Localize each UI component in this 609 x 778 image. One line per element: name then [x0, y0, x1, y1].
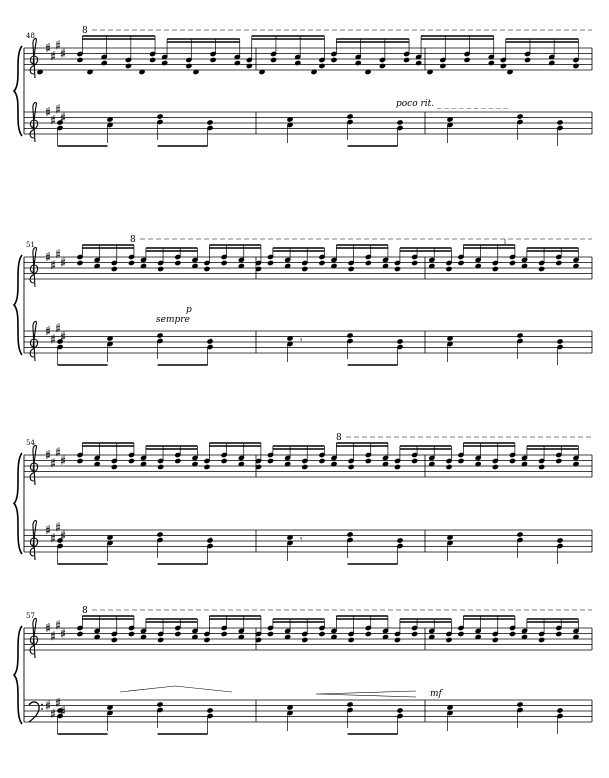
treble-clef-icon: [30, 321, 38, 361]
chord: [397, 339, 403, 365]
treble-staff: [24, 245, 592, 287]
sharp-sign-icon: [46, 450, 50, 459]
notehead: [365, 458, 371, 463]
bass-clef-icon: [29, 702, 43, 722]
notehead: [509, 458, 515, 463]
sharp-sign-icon: [46, 701, 50, 710]
chord: [397, 120, 403, 146]
notehead: [57, 339, 63, 344]
chord: [107, 535, 113, 561]
notehead: [412, 458, 418, 463]
notehead: [157, 114, 163, 119]
notehead: [492, 637, 498, 642]
notehead: [488, 60, 494, 65]
chord: [207, 708, 213, 734]
notehead: [101, 60, 107, 65]
notehead: [319, 63, 325, 68]
sharp-sign-icon: [46, 107, 50, 116]
notehead: [557, 339, 563, 344]
ottava-mark: 8: [82, 606, 88, 616]
bass-staff: [24, 520, 592, 564]
notehead: [440, 63, 446, 68]
notehead: [246, 63, 252, 68]
notehead: [331, 57, 337, 62]
notehead: [204, 637, 210, 642]
chord: [447, 336, 453, 362]
notehead: [158, 464, 164, 469]
chord: [397, 708, 403, 734]
chord: [157, 532, 163, 558]
measure-number: 48: [26, 32, 35, 40]
notehead: [150, 57, 156, 62]
notehead: [77, 631, 83, 636]
notehead: [319, 458, 325, 463]
sharp-sign-icon: [46, 252, 50, 261]
eighth-rest-icon: 𝄾: [300, 535, 303, 545]
notehead: [517, 532, 523, 537]
chord: [287, 117, 293, 143]
chord: [347, 114, 353, 140]
notehead: [77, 458, 83, 463]
notehead: [446, 637, 452, 642]
sharp-sign-icon: [46, 326, 50, 335]
treble-clef-icon: [30, 445, 38, 485]
chord: [557, 339, 563, 365]
notehead: [557, 708, 563, 713]
ottava-mark: 8: [336, 433, 342, 443]
notehead: [111, 464, 117, 469]
notehead: [549, 60, 555, 65]
notehead: [175, 260, 181, 265]
notehead: [204, 266, 210, 271]
notehead: [207, 120, 213, 125]
notehead: [412, 631, 418, 636]
notehead: [492, 464, 498, 469]
chord: [107, 705, 113, 731]
notehead: [365, 631, 371, 636]
chord: [557, 538, 563, 564]
notehead: [458, 458, 464, 463]
notehead: [509, 260, 515, 265]
chord: [107, 117, 113, 143]
treble-clef-icon: [30, 520, 38, 560]
notehead: [77, 57, 83, 62]
chord: [107, 336, 113, 362]
treble-clef-stroke: [30, 102, 38, 142]
notehead: [157, 702, 163, 707]
notehead: [394, 266, 400, 271]
chord: [157, 702, 163, 728]
notehead: [404, 57, 410, 62]
notehead: [57, 120, 63, 125]
chord: [517, 532, 523, 558]
notehead: [397, 120, 403, 125]
notehead: [464, 57, 470, 62]
sharp-sign-icon: [46, 43, 50, 52]
measure-number: 51: [26, 241, 35, 249]
sharp-sign-icon: [61, 629, 65, 638]
treble-clef-icon: [30, 618, 38, 658]
treble-clef-icon: [30, 247, 38, 287]
notehead: [157, 532, 163, 537]
key-signature-sharps: [46, 40, 65, 60]
notehead: [302, 637, 308, 642]
chord: [157, 333, 163, 359]
ottava-mark: 8: [130, 235, 136, 245]
notehead: [221, 631, 227, 636]
notehead: [539, 266, 545, 271]
chord: [447, 117, 453, 143]
eighth-rest-icon: 𝄾: [210, 336, 213, 346]
system-4: [14, 606, 592, 734]
sharp-sign-icon: [61, 258, 65, 267]
notehead: [204, 464, 210, 469]
treble-clef-stroke: [30, 520, 38, 560]
notehead: [348, 464, 354, 469]
notehead: [295, 60, 301, 65]
treble-staff: [24, 36, 592, 78]
system-3: [14, 433, 592, 564]
eighth-rest-icon: 𝄾: [210, 535, 213, 545]
chord: [447, 705, 453, 731]
sharp-sign-icon: [61, 456, 65, 465]
notehead: [517, 702, 523, 707]
notehead: [573, 63, 579, 68]
chord: [157, 114, 163, 140]
notehead: [128, 631, 134, 636]
notehead: [128, 260, 134, 265]
notehead: [509, 631, 515, 636]
chord: [397, 538, 403, 564]
notehead: [319, 260, 325, 265]
notehead: [157, 333, 163, 338]
dynamic-direction: mf: [430, 689, 442, 699]
treble-clef-stroke: [30, 445, 38, 485]
notehead: [557, 120, 563, 125]
notehead: [500, 63, 506, 68]
grand-staff-brace: [14, 453, 22, 554]
notehead: [492, 266, 498, 271]
notehead: [270, 57, 276, 62]
notehead: [267, 260, 273, 265]
bass-clef-dot: [41, 708, 43, 710]
notehead: [111, 637, 117, 642]
notehead: [458, 260, 464, 265]
notehead: [517, 114, 523, 119]
notehead: [556, 631, 562, 636]
chord: [57, 120, 63, 146]
notehead: [111, 266, 117, 271]
chord: [57, 708, 63, 734]
dynamic-direction: p: [186, 305, 192, 315]
bass-clef-curve: [29, 702, 39, 722]
chord: [287, 336, 293, 362]
chord: [57, 339, 63, 365]
treble-clef-stroke: [30, 247, 38, 287]
notehead: [539, 637, 545, 642]
chord: [347, 532, 353, 558]
notehead: [397, 538, 403, 543]
crescendo-hairpin: [316, 691, 416, 697]
dynamic-direction: poco rit. _ _ _ _ _ _ _ _ _ _: [396, 99, 508, 109]
notehead: [128, 458, 134, 463]
notehead: [234, 60, 240, 65]
notehead: [125, 63, 131, 68]
key-signature-sharps: [46, 249, 65, 269]
notehead: [446, 266, 452, 271]
notehead: [397, 708, 403, 713]
bass-staff: [24, 698, 592, 734]
chord: [517, 333, 523, 359]
notehead: [221, 458, 227, 463]
grand-staff-brace: [14, 626, 22, 724]
notehead: [524, 57, 530, 62]
notehead: [347, 333, 353, 338]
notehead: [355, 60, 361, 65]
bass-clef-dot: [41, 704, 43, 706]
chord: [347, 333, 353, 359]
beamed-group: [416, 36, 495, 69]
hairpin: [120, 686, 232, 692]
notehead: [267, 458, 273, 463]
notehead: [77, 260, 83, 265]
notehead: [175, 631, 181, 636]
ottava-mark: 8: [82, 26, 88, 36]
notehead: [556, 458, 562, 463]
sharp-sign-icon: [46, 525, 50, 534]
treble-clef-icon: [30, 38, 38, 78]
system-1: [14, 26, 592, 146]
grand-staff-brace: [14, 255, 22, 355]
grand-staff-brace: [14, 46, 22, 136]
chord: [517, 114, 523, 140]
notehead: [416, 60, 422, 65]
chord: [57, 538, 63, 564]
notehead: [158, 266, 164, 271]
treble-clef-icon: [30, 102, 38, 142]
notehead: [517, 333, 523, 338]
chord: [557, 120, 563, 146]
notehead: [347, 532, 353, 537]
eighth-rest-icon: 𝄾: [300, 336, 303, 346]
key-signature-sharps: [46, 447, 65, 467]
treble-clef-stroke: [30, 321, 38, 361]
notehead: [302, 266, 308, 271]
notehead: [379, 63, 385, 68]
notehead: [348, 637, 354, 642]
chord: [287, 705, 293, 731]
chord: [517, 702, 523, 728]
notehead: [186, 63, 192, 68]
notehead: [302, 464, 308, 469]
notehead: [394, 637, 400, 642]
sharp-sign-icon: [61, 49, 65, 58]
chord: [557, 708, 563, 734]
notehead: [210, 57, 216, 62]
beamed-group: [246, 36, 325, 69]
notehead: [348, 266, 354, 271]
notehead: [347, 702, 353, 707]
notehead: [347, 114, 353, 119]
notehead: [446, 464, 452, 469]
chord: [207, 120, 213, 146]
notehead: [365, 260, 371, 265]
notehead: [557, 538, 563, 543]
notehead: [221, 260, 227, 265]
measure-number: 54: [26, 439, 35, 447]
notehead: [412, 260, 418, 265]
notehead: [207, 708, 213, 713]
key-signature-sharps: [46, 620, 65, 640]
treble-staff: [24, 443, 592, 485]
notehead: [394, 464, 400, 469]
system-2: [14, 235, 592, 365]
notehead: [57, 538, 63, 543]
notehead: [556, 260, 562, 265]
notehead: [539, 464, 545, 469]
sharp-sign-icon: [46, 623, 50, 632]
notehead: [175, 458, 181, 463]
chord: [347, 702, 353, 728]
beamed-group: [77, 36, 156, 69]
notehead: [267, 631, 273, 636]
bass-staff: [24, 321, 592, 365]
chord: [447, 535, 453, 561]
notehead: [458, 631, 464, 636]
notehead: [319, 631, 325, 636]
notehead: [162, 60, 168, 65]
notehead: [158, 637, 164, 642]
measure-number: 57: [26, 612, 35, 620]
chord: [287, 535, 293, 561]
treble-staff: [24, 616, 592, 658]
treble-clef-stroke: [30, 38, 38, 78]
dynamic-direction: sempre: [156, 315, 190, 325]
treble-clef-stroke: [30, 618, 38, 658]
notehead: [397, 339, 403, 344]
